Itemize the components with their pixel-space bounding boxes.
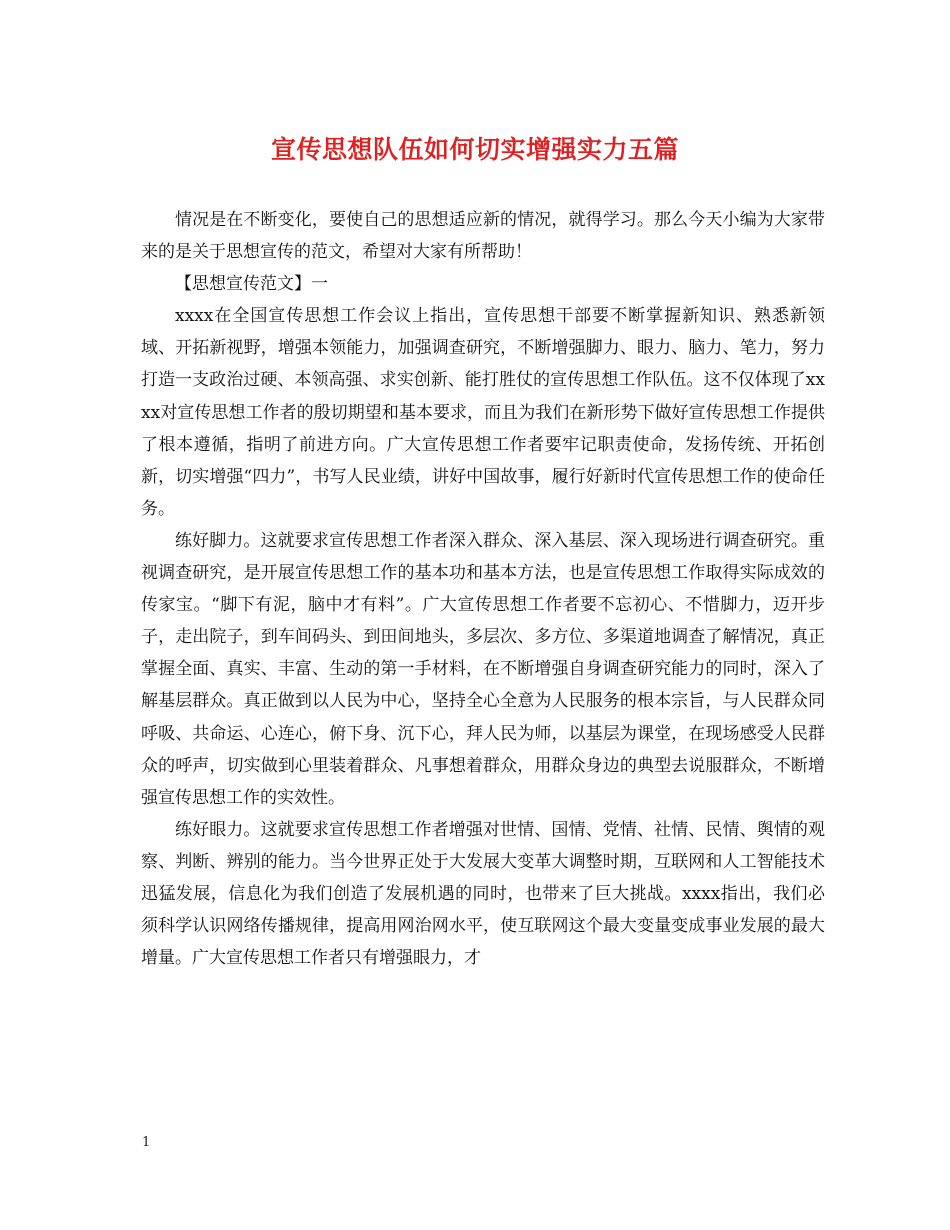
document-title: 宣传思想队伍如何切实增强实力五篇 xyxy=(270,135,679,164)
paragraph-eyesight: 练好眼力。这就要求宣传思想工作者增强对世情、国情、党情、社情、民情、舆情的观察、判断、辨别的能力。当今世界正处于大发展大变革大调整时期，互联网和人工智能技术迅猛发展，信息化为我们创造了发展机遇的同时，也带来了巨大挑战。xxxx指出，我们必须科学认识网络传播规律，提高用网治网水平，使互联网这个最大变量变成事业发展的最大增量。广大宣传思想工作者只有增强眼力，才 xyxy=(141,819,825,969)
paragraph-overview: xxxx在全国宣传思想工作会议上指出，宣传思想干部要不断掌握新知识、熟悉新领域、开拓新视野，增强本领能力，加强调查研究，不断增强脚力、眼力、脑力、笔力，努力打造一支政治过硬、本领高强、求实创新、能打胜仗的宣传思想工作队伍。这不仅体现了xxxx对宣传思想工作者的殷切期望和基本要求，而且为我们在新形势下做好宣传思想工作提供了根本遵循，指明了前进方向。广大宣传思想工作者要牢记职责使命，发扬传统、开拓创新，切实增强“四力”，书写人民业绩，讲好中国故事，履行好新时代宣传思想工作的使命任务。 xyxy=(141,306,825,519)
page-number: 1 xyxy=(142,1135,151,1150)
paragraph-footwork: 练好脚力。这就要求宣传思想工作者深入群众、深入基层、深入现场进行调查研究。重视调查研究，是开展宣传思想工作的基本功和基本方法，也是宣传思想工作取得实际成效的传家宝。“脚下有泥，脑中才有料”。广大宣传思想工作者要不忘初心、不惜脚力，迈开步子，走出院子，到车间码头、到田间地头，多层次、多方位、多渠道地调查了解情况，真正掌握全面、真实、丰富、生动的第一手材料，在不断增强自身调查研究能力的同时，深入了解基层群众。真正做到以人民为中心，坚持全心全意为人民服务的根本宗旨，与人民群众同呼吸、共命运、心连心，俯下身、沉下心，拜人民为师，以基层为课堂，在现场感受人民群众的呼声，切实做到心里装着群众、凡事想着群众，用群众身边的典型去说服群众，不断增强宣传思想工作的实效性。 xyxy=(141,530,825,808)
section-heading: 【思想宣传范文】一 xyxy=(175,274,328,295)
paragraph-intro: 情况是在不断变化，要使自己的思想适应新的情况，就得学习。那么今天小编为大家带来的是关于思想宣传的范文，希望对大家有所帮助！ xyxy=(141,210,825,263)
document-body xyxy=(141,204,825,974)
